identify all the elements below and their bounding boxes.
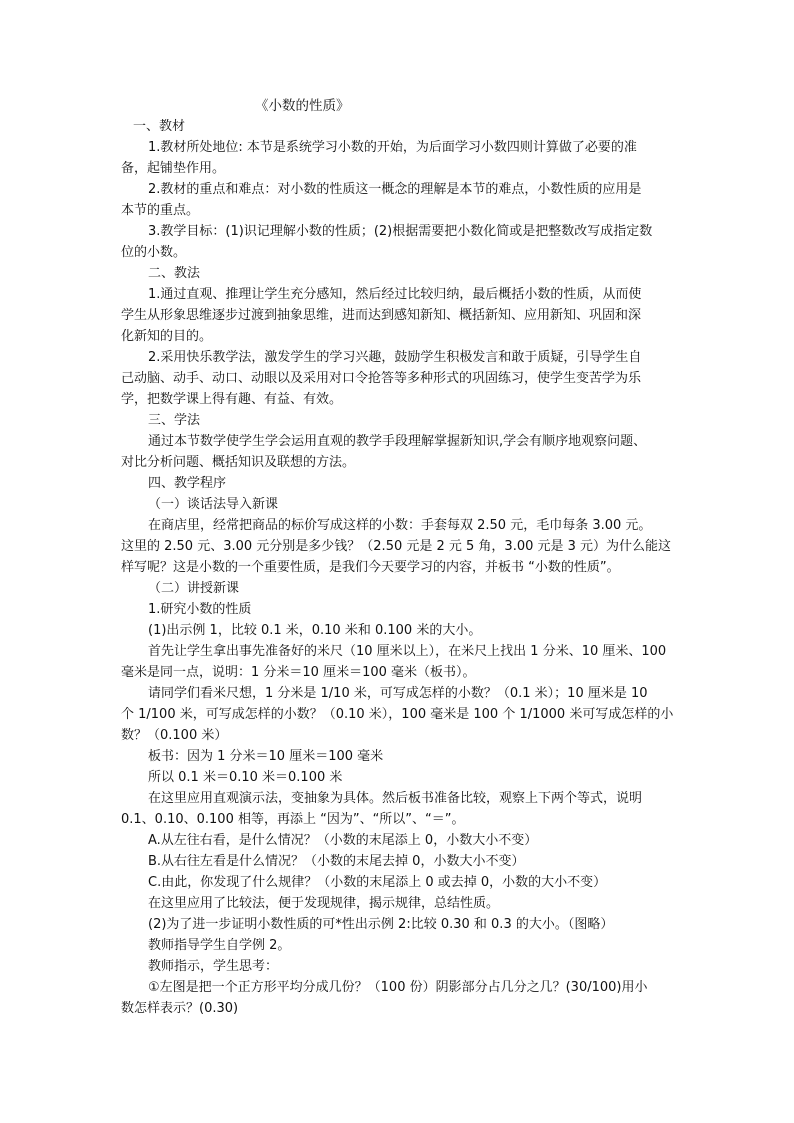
paragraph-line: ①左图是把一个正方形平均分成几份？（100 份）阴影部分占几分之几？(30/100)用小: [148, 980, 648, 995]
paragraph-line: 0.1、0.10、0.100 相等，再添上 “因为”、“所以”、“＝”。: [121, 812, 465, 827]
subheading-line: （二）讲授新课: [148, 581, 240, 596]
paragraph-line: 教师指导学生自学例 2。: [148, 938, 291, 953]
paragraph-line: 本节的重点。: [121, 203, 200, 218]
paragraph-line: (1)出示例 1，比较 0.1 米，0.10 米和 0.100 米的大小。: [148, 623, 482, 638]
section-heading-procedure: 四、教学程序: [148, 476, 227, 491]
paragraph-line: 2.采用快乐教学法，激发学生的学习兴趣，鼓励学生积极发言和敢于质疑，引导学生自: [148, 350, 642, 365]
paragraph-line: 在这里应用直观演示法，变抽象为具体。然后板书准备比较，观察上下两个等式，说明: [148, 791, 643, 806]
paragraph-line: 位的小数。: [121, 245, 187, 260]
paragraph-line: 教师指示，学生思考：: [148, 959, 279, 974]
paragraph-line: 1.教材所处地位: 本节是系统学习小数的开始，为后面学习小数四则计算做了必要的准: [148, 140, 637, 155]
section-heading-learning: 三、学法: [148, 413, 201, 428]
paragraph-line: 对比分析问题、概括知识及联想的方法。: [121, 455, 356, 470]
paragraph-line: 样写呢？这是小数的一个重要性质，是我们今天要学习的内容，并板书 “小数的性质”。: [121, 560, 620, 575]
section-heading-method: 二、教法: [148, 266, 201, 281]
paragraph-line: 学，把数学课上得有趣、有益、有效。: [121, 392, 343, 407]
paragraph-line: 化新知的目的。: [121, 329, 213, 344]
paragraph-line: 数怎样表示？(0.30): [121, 1001, 239, 1016]
paragraph-line: 这里的 2.50 元、3.00 元分别是多少钱？（2.50 元是 2 元 5 角，3.00 元是 3 元）为什么能这: [121, 539, 672, 554]
paragraph-line: 首先让学生拿出事先准备好的米尺（10 厘米以上），在米尺上找出 1 分米、10 厘米、100: [148, 644, 667, 659]
paragraph-line: 在商店里，经常把商品的标价写成这样的小数：手套每双 2.50 元，毛巾每条 3.00 元。: [148, 518, 652, 533]
paragraph-line: 备，起铺垫作用。: [121, 161, 226, 176]
paragraph-line: 在这里应用了比较法，便于发现规律，揭示规律，总结性质。: [148, 896, 500, 911]
section-heading-textbook: 一、教材: [133, 119, 186, 134]
paragraph-line: 毫米是同一点，说明：1 分米＝10 厘米＝100 毫米（板书）。: [121, 665, 476, 680]
paragraph-line: 2.教材的重点和难点：对小数的性质这一概念的理解是本节的难点，小数性质的应用是: [148, 182, 642, 197]
paragraph-line: 板书：因为 1 分米＝10 厘米＝100 毫米: [148, 749, 384, 764]
paragraph-line: 请同学们看米尺想，1 分米是 1/10 米，可写成怎样的小数？（0.1 米）；10 厘米是 10: [148, 686, 648, 701]
paragraph-line: B.从右往左看是什么情况？（小数的末尾去掉 0，小数大小不变）: [148, 854, 525, 869]
paragraph-line: 个 1/100 米，可写成怎样的小数？（0.10 米），100 毫米是 100 个 1/1000 米可写成怎样的小: [121, 707, 674, 722]
paragraph-line: (2)为了进一步证明小数性质的可*性出示例 2:比较 0.30 和 0.3 的大小。（图略）: [148, 917, 614, 932]
document-title: 《小数的性质》: [255, 98, 350, 114]
paragraph-line: A.从左往右看，是什么情况？（小数的末尾添上 0，小数大小不变）: [148, 833, 538, 848]
paragraph-line: 通过本节数学使学生学会运用直观的教学手段理解掌握新知识,学会有顺序地观察问题、: [148, 434, 647, 449]
paragraph-line: 所以 0.1 米＝0.10 米＝0.100 米: [148, 770, 343, 785]
paragraph-line: 1.研究小数的性质: [148, 602, 252, 617]
paragraph-line: 学生从形象思维逐步过渡到抽象思维，进而达到感知新知、概括新知、应用新知、巩固和深: [121, 308, 642, 323]
paragraph-line: 己动脑、动手、动口、动眼以及采用对口令抢答等多种形式的巩固练习，使学生变苦学为乐: [121, 371, 642, 386]
paragraph-line: 3.教学目标：(1)识记理解小数的性质；(2)根据需要把小数化简或是把整数改写成指定数: [148, 224, 653, 239]
paragraph-line: 1.通过直观、推理让学生充分感知，然后经过比较归纳，最后概括小数的性质，从而使: [148, 287, 642, 302]
paragraph-line: C.由此，你发现了什么规律？（小数的末尾添上 0 或去掉 0，小数的大小不变）: [148, 875, 607, 890]
subheading-line: （一）谈话法导入新课: [148, 497, 279, 512]
paragraph-line: 数？（0.100 米）: [121, 728, 228, 743]
